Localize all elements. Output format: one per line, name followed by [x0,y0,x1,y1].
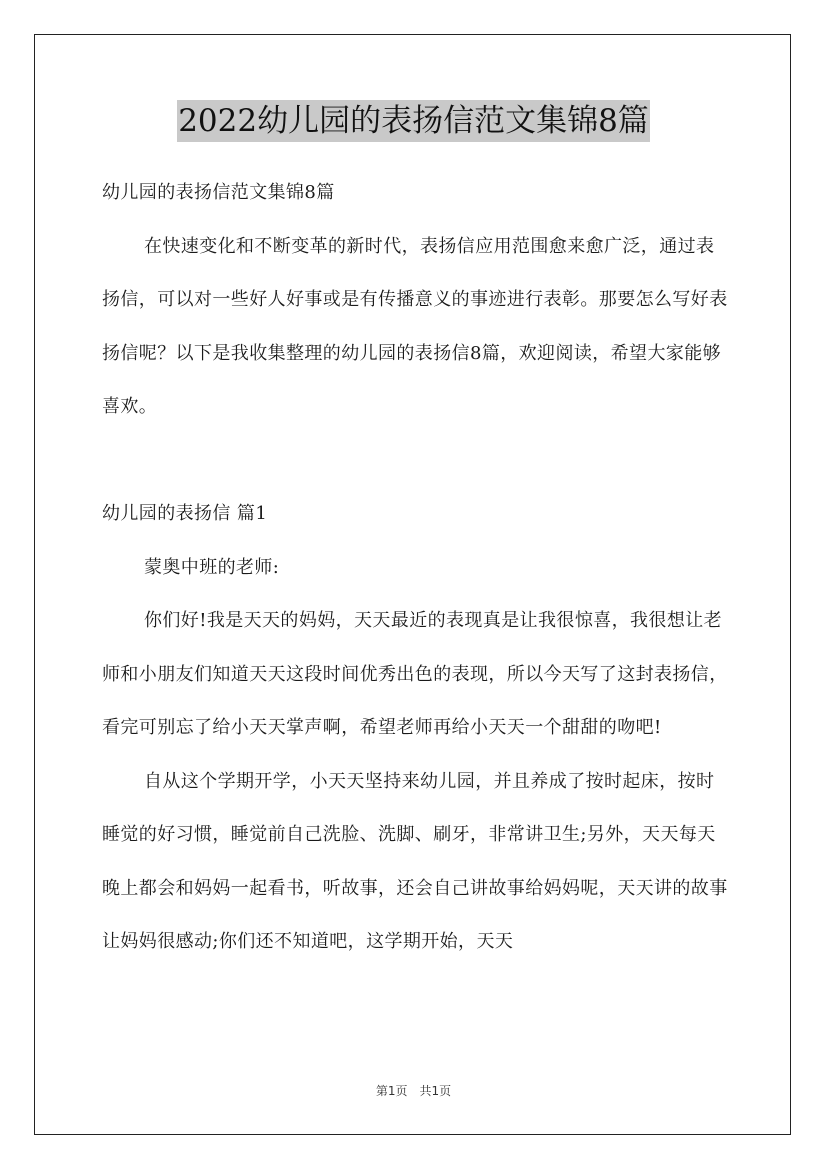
intro-paragraph: 在快速变化和不断变革的新时代，表扬信应用范围愈来愈广泛，通过表扬信，可以对一些好人好事或是有传播意义的事迹进行表彰。那要怎么写好表扬信呢？以下是我收集整理的幼儿园的表扬信8篇，欢迎阅读，希望大家能够喜欢。 [102,235,728,417]
document-title: 2022幼儿园的表扬信范文集锦8篇 [177,100,650,142]
section-heading: 幼儿园的表扬信 篇1 [102,503,268,524]
body-paragraph-2: 自从这个学期开学，小天天坚持来幼儿园，并且养成了按时起床，按时睡觉的好习惯，睡觉前自己洗脸、洗脚、刷牙，非常讲卫生;另外，天天每天晚上都会和妈妈一起看书，听故事，还会自己讲故事给妈妈呢，天天讲的故事让妈妈很感动;你们还不知道吧，这学期开始，天天 [102,770,728,952]
section-gap [102,434,730,488]
document-subtitle: 幼儿园的表扬信范文集锦8篇 [102,182,335,203]
page-footer: 第1页 共1页 [375,1084,452,1098]
document-body [102,166,730,969]
body-paragraph-1: 你们好!我是天天的妈妈，天天最近的表现真是让我很惊喜，我很想让老师和小朋友们知道天天这段时间优秀出色的表现，所以今天写了这封表扬信，看完可别忘了给小天天掌声啊，希望老师再给小天天一个甜甜的吻吧! [102,610,728,738]
title-container [0,100,827,142]
salutation: 蒙奥中班的老师: [144,556,280,578]
